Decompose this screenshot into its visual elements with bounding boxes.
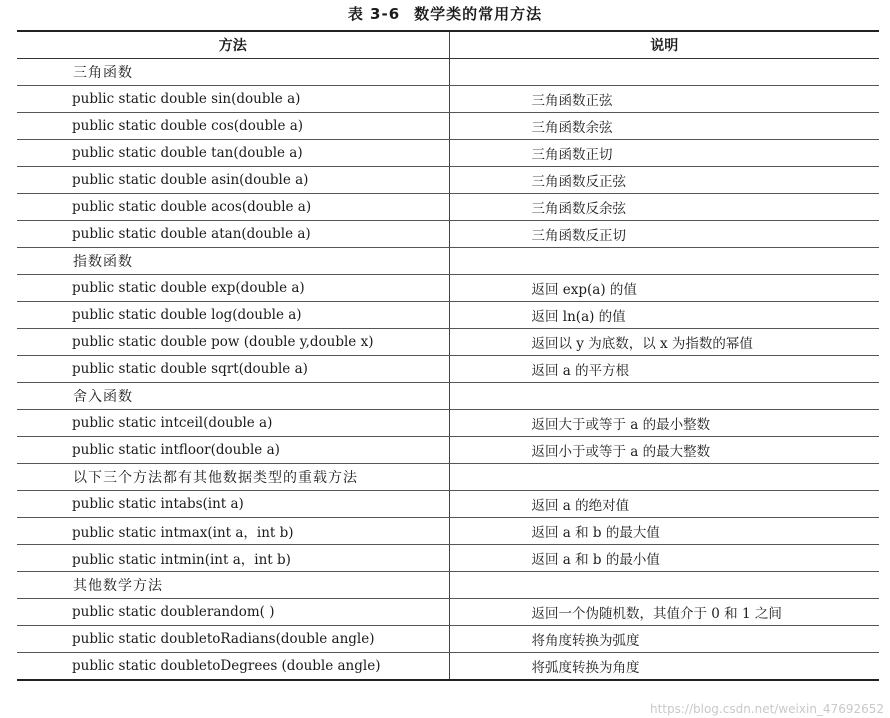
- method-signature: public static double tan(double a): [17, 140, 449, 167]
- method-signature: public static intceil(double a): [17, 410, 449, 437]
- method-signature: public static double pow (double y,double x): [17, 329, 449, 356]
- method-signature: public static double atan(double a): [17, 221, 449, 248]
- method-description: 三角函数正切: [449, 140, 879, 167]
- method-signature: public static double cos(double a): [17, 113, 449, 140]
- method-description: [449, 464, 879, 491]
- header-method: 方法: [17, 31, 449, 59]
- method-description: 将弧度转换为角度: [449, 653, 879, 680]
- method-description: 三角函数余弦: [449, 113, 879, 140]
- method-signature: public static doublerandom( ): [17, 599, 449, 626]
- method-signature: public static doubletoRadians(double angle): [17, 626, 449, 653]
- header-row: [17, 31, 879, 59]
- method-signature: public static intmax(int a，int b): [17, 518, 449, 545]
- method-signature: public static double exp(double a): [17, 275, 449, 302]
- method-signature: public static intfloor(double a): [17, 437, 449, 464]
- math-methods-table: [17, 30, 879, 681]
- method-description: 返回一个伪随机数，其值介于 0 和 1 之间: [449, 599, 879, 626]
- category-row: [17, 248, 879, 275]
- table-body: [17, 59, 879, 680]
- method-description: 三角函数反余弦: [449, 194, 879, 221]
- watermark-text: https://blog.csdn.net/weixin_47692652: [649, 702, 884, 716]
- table-row: [17, 329, 879, 356]
- method-signature: public static doubletoDegrees (double angle): [17, 653, 449, 680]
- table-row: [17, 113, 879, 140]
- table-row: [17, 653, 879, 680]
- method-description: 返回 exp(a) 的值: [449, 275, 879, 302]
- table-caption: [0, 2, 890, 26]
- method-description: [449, 572, 879, 599]
- method-signature: public static double sin(double a): [17, 86, 449, 113]
- table-row: [17, 545, 879, 572]
- table-row: [17, 518, 879, 545]
- method-signature: public static intmin(int a，int b): [17, 545, 449, 572]
- method-signature: public static double asin(double a): [17, 167, 449, 194]
- table-row: [17, 410, 879, 437]
- table-row: [17, 221, 879, 248]
- table-row: [17, 437, 879, 464]
- table-row: [17, 167, 879, 194]
- method-description: 返回 a 和 b 的最大值: [449, 518, 879, 545]
- table-number: 表 3-6: [347, 5, 401, 23]
- method-description: 返回小于或等于 a 的最大整数: [449, 437, 879, 464]
- method-description: [449, 383, 879, 410]
- table-row: [17, 194, 879, 221]
- method-signature: public static double acos(double a): [17, 194, 449, 221]
- category-row: [17, 383, 879, 410]
- table-row: [17, 599, 879, 626]
- category-label: 三角函数: [17, 59, 449, 86]
- method-description: 返回 ln(a) 的值: [449, 302, 879, 329]
- table-row: [17, 626, 879, 653]
- table-row: [17, 86, 879, 113]
- method-description: 返回 a 的平方根: [449, 356, 879, 383]
- table-row: [17, 302, 879, 329]
- method-description: 返回以 y 为底数，以 x 为指数的幂值: [449, 329, 879, 356]
- method-signature: public static intabs(int a): [17, 491, 449, 518]
- method-description: [449, 248, 879, 275]
- category-label: 其他数学方法: [17, 572, 449, 599]
- method-description: [449, 59, 879, 86]
- method-description: 将角度转换为弧度: [449, 626, 879, 653]
- category-label: 以下三个方法都有其他数据类型的重载方法: [17, 464, 449, 491]
- method-description: 三角函数正弦: [449, 86, 879, 113]
- table-row: [17, 356, 879, 383]
- header-description: 说明: [449, 31, 879, 59]
- table-title: 数学类的常用方法: [414, 5, 543, 23]
- category-label: 舍入函数: [17, 383, 449, 410]
- method-description: 返回大于或等于 a 的最小整数: [449, 410, 879, 437]
- category-label: 指数函数: [17, 248, 449, 275]
- table-row: [17, 140, 879, 167]
- method-description: 返回 a 的绝对值: [449, 491, 879, 518]
- method-description: 三角函数反正弦: [449, 167, 879, 194]
- method-description: 返回 a 和 b 的最小值: [449, 545, 879, 572]
- method-description: 三角函数反正切: [449, 221, 879, 248]
- method-signature: public static double sqrt(double a): [17, 356, 449, 383]
- table-row: [17, 491, 879, 518]
- table-row: [17, 275, 879, 302]
- category-row: [17, 464, 879, 491]
- category-row: [17, 572, 879, 599]
- category-row: [17, 59, 879, 86]
- method-signature: public static double log(double a): [17, 302, 449, 329]
